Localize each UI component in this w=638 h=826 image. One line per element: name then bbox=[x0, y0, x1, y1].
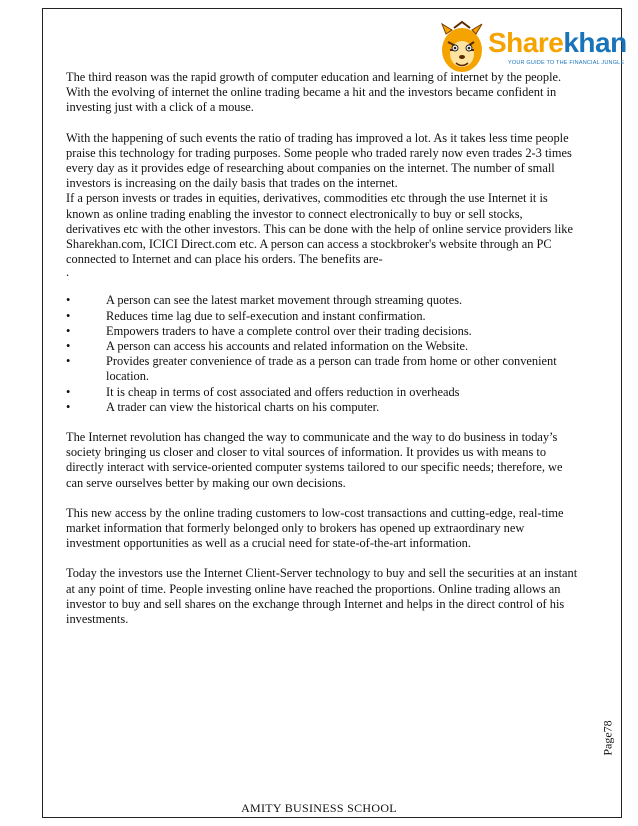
logo-tagline: YOUR GUIDE TO THE FINANCIAL JUNGLE bbox=[508, 60, 625, 66]
bullet-icon: • bbox=[66, 308, 71, 323]
benefits-list bbox=[66, 293, 578, 415]
list-item bbox=[66, 324, 578, 339]
paragraph-new-access: This new access by the online trading customers to low-cost transactions and cutting-edge, real-time market information that formerly belonged only to brokers has opened up extraordinary new investment opportunities as well as a crucial need for state-of-the-art information. bbox=[66, 505, 564, 551]
list-item-text: It is cheap in terms of cost associated and offers reduction in overheads bbox=[106, 384, 460, 399]
paragraph-internet-revolution: The Internet revolution has changed the way to communicate and the way to do business in today’s society bringing us closer and closer to vital sources of information. It provides us with means to directly interact with service-oriented computer systems tailored to our specific needs; therefore, we can serve ourselves better by making our own decisions. bbox=[66, 430, 563, 490]
bullet-icon: • bbox=[66, 323, 71, 338]
list-item-text: Reduces time lag due to self-execution and instant confirmation. bbox=[106, 308, 426, 323]
list-item bbox=[66, 385, 578, 400]
list-item bbox=[66, 339, 578, 354]
bullet-icon: • bbox=[66, 293, 71, 308]
bullet-icon: • bbox=[66, 384, 71, 399]
paragraph-trading-ratio: With the happening of such events the ratio of trading has improved a lot. As it takes less time people praise this technology for trading purposes. Some people who traded rarely now even trades 2-3 times every day as it provides edge of researching about companies on the internet. The number of small investors is increasing on the daily basis that trades on the internet. bbox=[66, 130, 572, 191]
paragraph-client-server: Today the investors use the Internet Client-Server technology to buy and sell the securities at an instant at any point of time. People investing online have reached the proportions. Online trading allows an investor to buy and sell shares on the exchange through Internet and helps in the direct control of his investments. bbox=[66, 566, 578, 627]
list-item bbox=[66, 293, 578, 308]
list-item-text: A person can access his accounts and related information on the Website. bbox=[106, 339, 469, 354]
list-item-text: A trader can view the historical charts on his computer. bbox=[106, 399, 380, 414]
list-item bbox=[66, 309, 578, 324]
paragraph-intro: The third reason was the rapid growth of computer education and learning of internet by the people. With the evolving of internet the online trading became a hit and the investors became confident in investing just with a click of a mouse. bbox=[66, 70, 562, 115]
stray-dot: . bbox=[66, 265, 70, 280]
page-number bbox=[598, 708, 618, 768]
footer-school-name: AMITY BUSINESS SCHOOL bbox=[241, 801, 397, 815]
wordmark-khan: khan bbox=[563, 27, 627, 58]
wordmark-share: Share bbox=[488, 27, 564, 58]
list-item-text: A person can see the latest market movement through streaming quotes. bbox=[106, 293, 463, 308]
list-item bbox=[66, 400, 578, 415]
paragraph-online-trading-definition: If a person invests or trades in equities, derivatives, commodities etc through the use Internet it is known as online trading enabling the investor to connect electronically to buy or sell stocks, derivatives etc with the other investors. This can be done with the help of online service providers like Sharekhan.com, ICICI Direct.com etc. A person can access a stockbroker's website through an PC connected to Internet and can place his orders. The benefits are- bbox=[66, 191, 573, 267]
bullet-icon: • bbox=[66, 399, 71, 414]
bullet-icon: • bbox=[66, 354, 71, 369]
sharekhan-wordmark bbox=[488, 28, 627, 58]
list-item bbox=[66, 354, 578, 384]
bullet-icon: • bbox=[66, 339, 71, 354]
page-number-text: Page78 bbox=[600, 720, 615, 756]
document-body bbox=[66, 70, 578, 642]
list-item-text: Provides greater convenience of trade as a person can trade from home or other convenient location. bbox=[106, 354, 557, 384]
list-item-text: Empowers traders to have a complete control over their trading decisions. bbox=[106, 323, 472, 338]
